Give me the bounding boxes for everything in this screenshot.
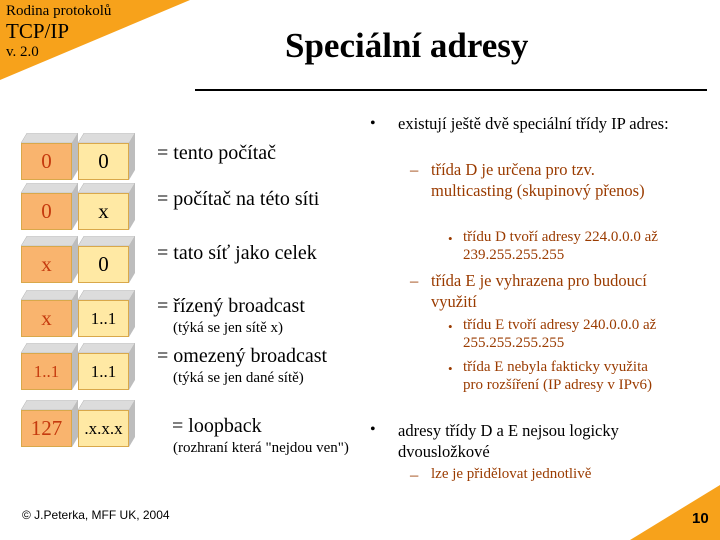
cube-value: x <box>21 300 72 337</box>
cube-value: x <box>78 193 129 230</box>
cube-value: 1..1 <box>78 353 129 390</box>
cube-host-part <box>78 290 135 337</box>
class-e-detail-2: třída E nebyla fakticky využita pro rozšíření (IP adresy v IPv6) <box>463 359 652 393</box>
cube-network-part <box>21 400 78 447</box>
cube-value: 0 <box>21 143 72 180</box>
dot-1: • <box>448 231 453 246</box>
cube-side <box>129 343 135 390</box>
cube-host-part <box>78 400 135 447</box>
address-meaning: = tento počítač <box>157 142 277 164</box>
assign-individually: lze je přidělovat jednotlivě <box>431 466 592 482</box>
cube-top <box>78 183 135 193</box>
address-note: (týká se jen dané sítě) <box>173 370 304 386</box>
cube-top <box>21 290 78 300</box>
dot-2: • <box>448 319 453 334</box>
address-note: (týká se jen sítě x) <box>173 320 283 336</box>
address-meaning: = řízený broadcast <box>157 295 305 317</box>
cube-network-part <box>21 133 78 180</box>
header-version: v. 2.0 <box>6 44 39 60</box>
cube-top <box>78 290 135 300</box>
slide-title: Speciální adresy <box>285 26 529 65</box>
dot-3: • <box>448 361 453 376</box>
cube-host-part <box>78 133 135 180</box>
cube-side <box>129 400 135 447</box>
cube-network-part <box>21 343 78 390</box>
page-number: 10 <box>692 510 709 527</box>
right-point-2: adresy třídy D a E nejsou logicky dvousložkové <box>398 421 619 461</box>
cube-side <box>129 236 135 283</box>
address-meaning: = loopback <box>172 415 262 437</box>
cube-top <box>78 236 135 246</box>
cube-top <box>21 183 78 193</box>
bullet-1: • <box>370 115 376 132</box>
dash-2: – <box>410 271 419 290</box>
class-e-text: třída E je vyhrazena pro budoucí využití <box>431 271 647 311</box>
address-note: (rozhraní která "nejdou ven") <box>173 440 349 456</box>
class-d-detail: třídu D tvoří adresy 224.0.0.0 až 239.255.255.255 <box>463 229 658 263</box>
address-meaning: = omezený broadcast <box>157 345 328 367</box>
cube-top <box>78 133 135 143</box>
cube-value: 0 <box>78 143 129 180</box>
header-course-name: Rodina protokolů <box>6 3 112 19</box>
dash-3: – <box>410 465 419 484</box>
cube-network-part <box>21 183 78 230</box>
cube-value: .x.x.x <box>78 410 129 447</box>
cube-network-part <box>21 290 78 337</box>
cube-top <box>78 343 135 353</box>
cube-top <box>21 343 78 353</box>
cube-side <box>129 183 135 230</box>
cube-top <box>21 236 78 246</box>
cube-host-part <box>78 343 135 390</box>
cube-host-part <box>78 183 135 230</box>
address-meaning: = tato síť jako celek <box>157 242 317 264</box>
class-d-text: třída D je určena pro tzv. multicasting (skupinový přenos) <box>431 160 645 200</box>
cube-value: 1..1 <box>21 353 72 390</box>
cube-side <box>129 290 135 337</box>
address-meaning: = počítač na této síti <box>157 188 320 210</box>
cube-value: 0 <box>78 246 129 283</box>
cube-top <box>78 400 135 410</box>
title-rule <box>195 89 707 91</box>
bullet-2: • <box>370 421 376 438</box>
cube-top <box>21 133 78 143</box>
cube-value: 127 <box>21 410 72 447</box>
dash-1: – <box>410 160 419 179</box>
cube-side <box>129 133 135 180</box>
class-e-detail-1: třídu E tvoří adresy 240.0.0.0 až 255.255.255.255 <box>463 317 657 351</box>
right-point-1: existují ještě dvě speciální třídy IP adres: <box>398 114 669 133</box>
header-topic: TCP/IP <box>6 19 70 43</box>
cube-value: x <box>21 246 72 283</box>
cube-value: 0 <box>21 193 72 230</box>
cube-top <box>21 400 78 410</box>
cube-host-part <box>78 236 135 283</box>
footer-copyright: © J.Peterka, MFF UK, 2004 <box>22 508 170 522</box>
cube-network-part <box>21 236 78 283</box>
cube-value: 1..1 <box>78 300 129 337</box>
